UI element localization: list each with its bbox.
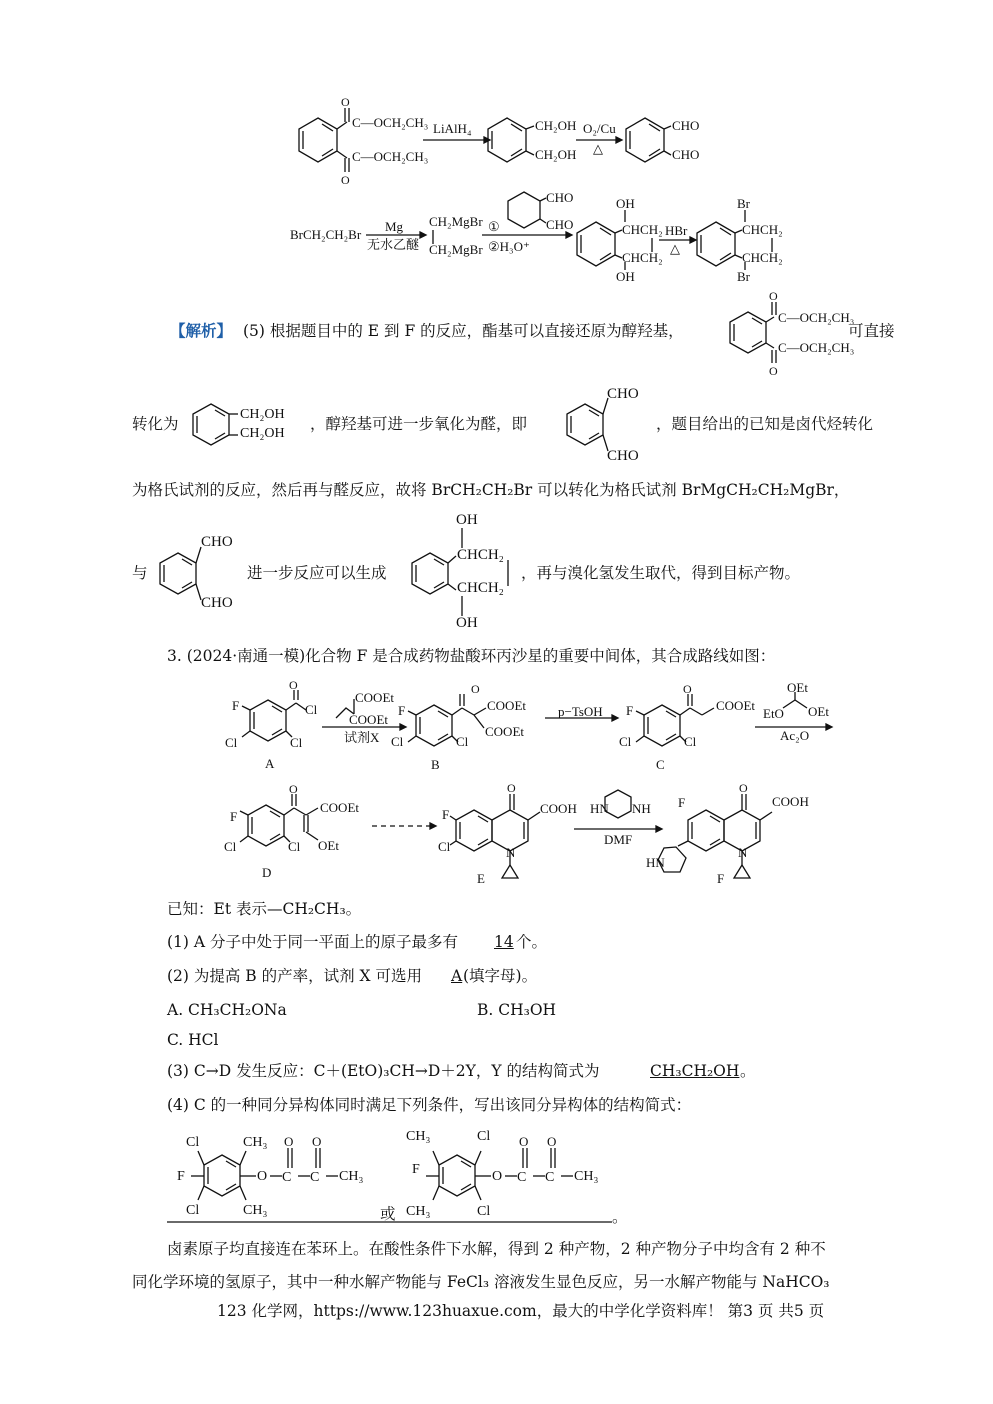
scheme2-prod-ch1: CHCH₂ (742, 222, 783, 237)
isomer1-cl-bottom: Cl (186, 1203, 200, 1218)
scheme1-reagent1: LiAlH₄ (433, 121, 472, 136)
svg-text:O: O (312, 1134, 322, 1149)
isomer2-cl-top: Cl (477, 1129, 491, 1144)
scheme2-mg: Mg (385, 219, 404, 234)
q3-label-B: B (431, 757, 440, 772)
q3-B-Cl2: Cl (456, 734, 469, 749)
q3-F-N: N (738, 845, 748, 860)
q3-C-F: F (626, 703, 634, 718)
q3-E-Cl: Cl (438, 839, 451, 854)
isomer2-ch3-bottom: CH₃ (406, 1204, 431, 1219)
scheme2-oh2: OH (616, 269, 635, 284)
analysis-p4-start: 与 (132, 564, 148, 582)
svg-text:C: C (545, 1170, 555, 1185)
q3-q1-post: 个。 (516, 933, 548, 951)
q3-dmf: DMF (604, 832, 633, 847)
svg-text:O: O (507, 781, 516, 795)
analysis-oh1: OH (456, 512, 478, 528)
q3-q4: (4) C 的一种同分异构体同时满足下列条件，写出该同分异构体的结构简式： (167, 1096, 692, 1114)
q3-known: 已知：Et 表示—CH₂CH₃。 (167, 900, 362, 918)
q3-q2-answer: A (451, 967, 463, 985)
svg-text:O: O (769, 364, 778, 378)
analysis-label: 【解析】 (170, 321, 233, 340)
q3-F-hn: HN (646, 855, 665, 870)
isomer1-ch3-top: CH₃ (243, 1135, 268, 1150)
scheme2-chch2-2: CHCH₂ (622, 250, 663, 265)
q3-C-Cl2: Cl (684, 734, 697, 749)
svg-text:O: O (683, 682, 692, 696)
q3-q1-pre: (1) A 分子中处于同一平面上的原子最多有 (167, 933, 459, 951)
svg-text:C: C (517, 1170, 527, 1185)
q3-E-N: N (506, 845, 516, 860)
isomer1-f: F (177, 1169, 185, 1184)
analysis-cho1: CHO (607, 386, 639, 402)
svg-text:C: C (310, 1170, 320, 1185)
q3-q3-pre: (3) C→D 发生反应：C＋(EtO)₃CH→D＋2Y，Y 的结构简式为 (167, 1062, 600, 1080)
analysis-cho4: CHO (201, 595, 233, 611)
q3-D-Cl2: Cl (288, 839, 301, 854)
isomer1-cl-top: Cl (186, 1135, 200, 1150)
q3-pip-hn: HN (590, 801, 609, 816)
q3-q4-or: 或 (380, 1205, 396, 1223)
scheme2-br2: Br (737, 269, 750, 284)
q3-q3-answer: CH₃CH₂OH (650, 1062, 740, 1080)
q3-label-E: E (477, 871, 485, 886)
analysis-ch2oh1: CH₂OH (240, 407, 285, 422)
analysis-cho3: CHO (201, 534, 233, 550)
svg-text:O: O (471, 682, 480, 696)
q3-F-cooh: COOH (772, 794, 809, 809)
scheme2-delta: △ (670, 241, 680, 256)
q3-q1-answer: 14 (494, 933, 514, 951)
scheme2-prod-ch2: CHCH₂ (742, 250, 783, 265)
q3-option-a: A. CH₃CH₂ONa (167, 1001, 287, 1019)
svg-text:O: O (547, 1134, 557, 1149)
isomer2-ch3-top: CH₃ (406, 1129, 431, 1144)
analysis-chch2-2: CHCH₂ (457, 580, 504, 596)
svg-text:O: O (341, 173, 350, 187)
svg-text:O: O (519, 1134, 529, 1149)
q3-B-cooet1: COOEt (487, 698, 526, 713)
scheme1-cho1: CHO (672, 118, 700, 133)
q3-label-D: D (262, 865, 272, 880)
q3-B-Cl1: Cl (391, 734, 404, 749)
q3-condition-line1: 卤素原子均直接连在苯环上。在酸性条件下水解，得到 2 种产物，2 种产物分子中均含有 2 种不 (167, 1240, 826, 1258)
analysis-ch2oh2: CH₂OH (240, 426, 285, 441)
q3-A-Cl2: Cl (225, 735, 238, 750)
scheme1-cho2: CHO (672, 147, 700, 162)
q3-pip-nh: NH (632, 801, 651, 816)
svg-text:O: O (289, 782, 298, 796)
analysis-p4-end: ，再与溴化氢发生取代，得到目标产物。 (521, 564, 801, 582)
analysis-p4-mid: 进一步反应可以生成 (247, 564, 387, 582)
q3-malonate2: COOEt (349, 712, 388, 727)
q3-malonate1: COOEt (355, 690, 394, 705)
analysis-p1: (5) 根据题目中的 E 到 F 的反应，酯基可以直接还原为醇羟基， (243, 322, 684, 340)
q3-option-c: C. HCl (167, 1031, 219, 1049)
svg-text:O: O (289, 678, 298, 692)
q3-label-A: A (265, 756, 275, 771)
analysis-p2-mid: ，醇羟基可进一步氧化为醛，即 (310, 415, 528, 433)
scheme1-ester2: C—OCH₂CH₃ (352, 149, 429, 164)
scheme1-cond2: △ (593, 141, 603, 156)
analysis-p2-start: 转化为 (132, 415, 179, 433)
q3-ptsoh: p−TsOH (558, 704, 603, 719)
q3-F-F: F (678, 795, 686, 810)
isomer2-o: O (492, 1169, 503, 1184)
analysis-p1-end: 可直接 (848, 322, 895, 340)
q3-D-F: F (230, 809, 238, 824)
q3-E-cooh: COOH (540, 801, 577, 816)
scheme1-ester1: C—OCH₂CH₃ (352, 115, 429, 130)
q3-condition-line2: 同化学环境的氢原子，其中一种水解产物能与 FeCl₃ 溶液发生显色反应，另一水解产物能与 NaHCO₃ (132, 1273, 830, 1291)
isomer2-ch3-end: CH₃ (574, 1169, 599, 1184)
scheme2-cho2: CHO (546, 217, 574, 232)
analysis-p2-end: ，题目给出的已知是卤代烃转化 (656, 415, 874, 433)
q3-label-C: C (656, 757, 665, 772)
scheme2-cho1: CHO (546, 190, 574, 205)
q3-reagent-x: 试剂X (344, 730, 380, 745)
q3-B-cooet2: COOEt (485, 724, 524, 739)
q3-A-Cl3: Cl (290, 735, 303, 750)
q3-ortho-right: OEt (808, 704, 829, 719)
carbonyl-o: O (341, 95, 350, 109)
analysis-ester2: C—OCH₂CH₃ (778, 340, 855, 355)
analysis-ester1: C—OCH₂CH₃ (778, 310, 855, 325)
analysis-p3: 为格氏试剂的反应，然后再与醛反应，故将 BrCH₂CH₂Br 可以转化为格氏试剂 BrMgCH₂CH₂MgBr， (132, 481, 850, 499)
analysis-chch2-1: CHCH₂ (457, 547, 504, 563)
q3-B-F: F (398, 703, 406, 718)
isomer2-f: F (412, 1162, 420, 1177)
scheme1-diol1: CH₂OH (535, 118, 577, 133)
q3-label-F: F (717, 871, 725, 886)
svg-text:O: O (739, 781, 748, 795)
svg-text:C: C (282, 1170, 292, 1185)
scheme2-grignard1: CH₂MgBr (429, 214, 483, 229)
scheme1-diol2: CH₂OH (535, 147, 577, 162)
q3-E-F: F (442, 807, 450, 822)
scheme2-step2: ②H₃O⁺ (488, 239, 530, 254)
q3-q2-pre: (2) 为提高 B 的产率，试剂 X 可选用 (167, 967, 423, 985)
q3-D-cooet: COOEt (320, 800, 359, 815)
q3-stem: 3. (2024·南通一模)化合物 F 是合成药物盐酸环丙沙星的重要中间体，其合成路线如图： (167, 647, 776, 665)
isomer1-o: O (257, 1169, 268, 1184)
scheme2-grignard2: CH₂MgBr (429, 242, 483, 257)
scheme2-hbr: HBr (665, 223, 688, 238)
q3-ac2o: Ac₂O (780, 728, 810, 743)
scheme2-chch2-1: CHCH₂ (622, 222, 663, 237)
scheme2-start: BrCH₂CH₂Br (290, 227, 362, 242)
scheme2-br1: Br (737, 196, 750, 211)
analysis-oh2: OH (456, 615, 478, 631)
q3-q2-post: (填字母)。 (463, 967, 538, 985)
isomer1-ch3-bottom: CH₃ (243, 1203, 268, 1218)
q3-ortho-left: EtO (763, 706, 784, 721)
q3-C-cooet: COOEt (716, 698, 755, 713)
q3-option-b: B. CH₃OH (477, 1001, 557, 1019)
svg-text:O: O (769, 289, 778, 303)
isomer2-cl-bottom: Cl (477, 1204, 491, 1219)
scheme2-oh1: OH (616, 196, 635, 211)
q3-A-Cl1: Cl (305, 702, 318, 717)
analysis-cho2: CHO (607, 448, 639, 464)
q3-C-Cl1: Cl (619, 734, 632, 749)
svg-text:O: O (284, 1134, 294, 1149)
q3-A-F: F (232, 698, 240, 713)
page-footer: 123 化学网，https://www.123huaxue.com，最大的中学化学资料库！ 第3 页 共5 页 (217, 1302, 825, 1320)
q3-D-oet: OEt (318, 838, 339, 853)
isomer1-ch3-end: CH₃ (339, 1169, 364, 1184)
q3-D-Cl1: Cl (224, 839, 237, 854)
q3-q4-end: 。 (612, 1208, 628, 1226)
q3-ortho-top: OEt (787, 680, 808, 695)
scheme1-reagent2: O₂/Cu (583, 121, 616, 136)
scheme2-step1: ① (488, 219, 500, 234)
q3-q3-post: 。 (740, 1062, 756, 1080)
scheme2-ether: 无水乙醚 (367, 237, 420, 252)
